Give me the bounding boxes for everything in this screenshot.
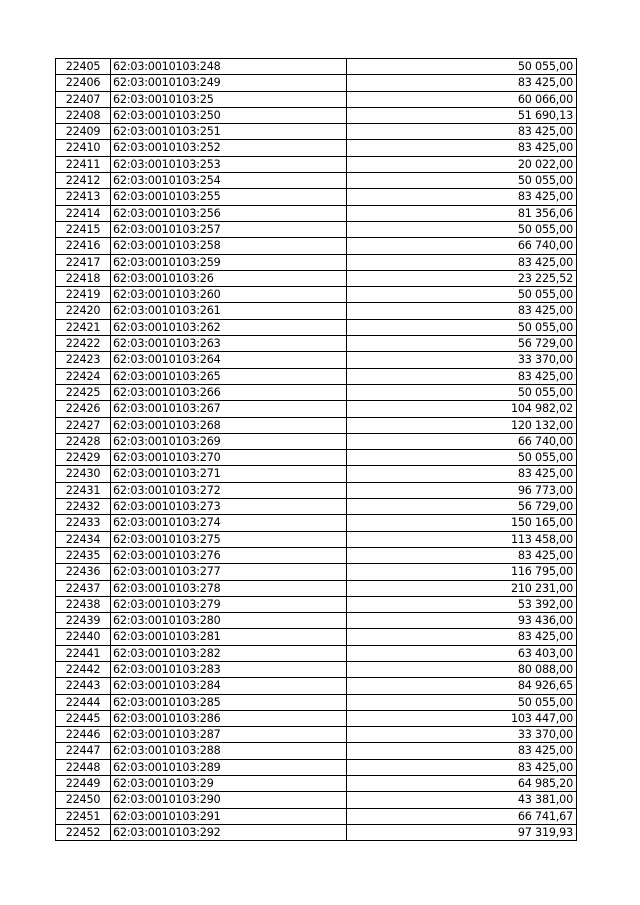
- row-number-cell: 22425: [56, 384, 111, 400]
- cadastral-number-cell: 62:03:0010103:266: [111, 384, 347, 400]
- value-cell: 20 022,00: [347, 156, 577, 172]
- cadastral-number-cell: 62:03:0010103:271: [111, 466, 347, 482]
- cadastral-number-cell: 62:03:0010103:248: [111, 59, 347, 75]
- row-number-cell: 22443: [56, 678, 111, 694]
- table-row: [56, 336, 577, 352]
- value-cell: 56 729,00: [347, 336, 577, 352]
- cadastral-number-cell: 62:03:0010103:261: [111, 303, 347, 319]
- value-cell: 83 425,00: [347, 629, 577, 645]
- row-number-cell: 22411: [56, 156, 111, 172]
- value-cell: 150 165,00: [347, 515, 577, 531]
- value-cell: 80 088,00: [347, 661, 577, 677]
- row-number-cell: 22436: [56, 564, 111, 580]
- cadastral-number-cell: 62:03:0010103:264: [111, 352, 347, 368]
- cadastral-number-cell: 62:03:0010103:285: [111, 694, 347, 710]
- cadastral-number-cell: 62:03:0010103:255: [111, 189, 347, 205]
- value-cell: 81 356,06: [347, 205, 577, 221]
- table-row: [56, 384, 577, 400]
- row-number-cell: 22424: [56, 368, 111, 384]
- cadastral-number-cell: 62:03:0010103:260: [111, 287, 347, 303]
- row-number-cell: 22430: [56, 466, 111, 482]
- cadastral-number-cell: 62:03:0010103:249: [111, 75, 347, 91]
- cadastral-number-cell: 62:03:0010103:265: [111, 368, 347, 384]
- row-number-cell: 22447: [56, 743, 111, 759]
- table-row: [56, 482, 577, 498]
- table-row: [56, 189, 577, 205]
- row-number-cell: 22431: [56, 482, 111, 498]
- table-row: [56, 140, 577, 156]
- table-row: [56, 270, 577, 286]
- value-cell: 56 729,00: [347, 499, 577, 515]
- table-row: [56, 368, 577, 384]
- cadastral-number-cell: 62:03:0010103:274: [111, 515, 347, 531]
- value-cell: 83 425,00: [347, 743, 577, 759]
- value-cell: 96 773,00: [347, 482, 577, 498]
- value-cell: 66 741,67: [347, 808, 577, 824]
- cadastral-number-cell: 62:03:0010103:286: [111, 710, 347, 726]
- value-cell: 116 795,00: [347, 564, 577, 580]
- cadastral-number-cell: 62:03:0010103:263: [111, 336, 347, 352]
- row-number-cell: 22426: [56, 401, 111, 417]
- table-row: [56, 678, 577, 694]
- value-cell: 50 055,00: [347, 694, 577, 710]
- table-row: [56, 75, 577, 91]
- value-cell: 83 425,00: [347, 140, 577, 156]
- value-cell: 60 066,00: [347, 91, 577, 107]
- table-row: [56, 173, 577, 189]
- row-number-cell: 22429: [56, 450, 111, 466]
- row-number-cell: 22406: [56, 75, 111, 91]
- value-cell: 50 055,00: [347, 450, 577, 466]
- table-row: [56, 254, 577, 270]
- value-cell: 83 425,00: [347, 759, 577, 775]
- row-number-cell: 22434: [56, 531, 111, 547]
- row-number-cell: 22428: [56, 433, 111, 449]
- cadastral-number-cell: 62:03:0010103:253: [111, 156, 347, 172]
- cadastral-number-cell: 62:03:0010103:292: [111, 824, 347, 840]
- cadastral-number-cell: 62:03:0010103:276: [111, 547, 347, 563]
- row-number-cell: 22414: [56, 205, 111, 221]
- cadastral-number-cell: 62:03:0010103:280: [111, 613, 347, 629]
- table-row: [56, 547, 577, 563]
- value-cell: 50 055,00: [347, 173, 577, 189]
- table-row: [56, 287, 577, 303]
- row-number-cell: 22418: [56, 270, 111, 286]
- row-number-cell: 22433: [56, 515, 111, 531]
- table-row: [56, 710, 577, 726]
- cadastral-number-cell: 62:03:0010103:257: [111, 221, 347, 237]
- row-number-cell: 22422: [56, 336, 111, 352]
- cadastral-number-cell: 62:03:0010103:290: [111, 792, 347, 808]
- row-number-cell: 22410: [56, 140, 111, 156]
- cadastral-number-cell: 62:03:0010103:268: [111, 417, 347, 433]
- table-row: [56, 107, 577, 123]
- row-number-cell: 22440: [56, 629, 111, 645]
- value-cell: 33 370,00: [347, 727, 577, 743]
- value-cell: 50 055,00: [347, 59, 577, 75]
- cadastral-number-cell: 62:03:0010103:270: [111, 450, 347, 466]
- cadastral-number-cell: 62:03:0010103:279: [111, 596, 347, 612]
- value-cell: 50 055,00: [347, 221, 577, 237]
- row-number-cell: 22405: [56, 59, 111, 75]
- cadastral-number-cell: 62:03:0010103:287: [111, 727, 347, 743]
- cadastral-number-cell: 62:03:0010103:281: [111, 629, 347, 645]
- value-cell: 84 926,65: [347, 678, 577, 694]
- row-number-cell: 22432: [56, 499, 111, 515]
- value-cell: 83 425,00: [347, 368, 577, 384]
- row-number-cell: 22439: [56, 613, 111, 629]
- value-cell: 66 740,00: [347, 238, 577, 254]
- value-cell: 51 690,13: [347, 107, 577, 123]
- table-row: [56, 759, 577, 775]
- table-row: [56, 613, 577, 629]
- row-number-cell: 22449: [56, 776, 111, 792]
- row-number-cell: 22423: [56, 352, 111, 368]
- table-row: [56, 221, 577, 237]
- value-cell: 83 425,00: [347, 75, 577, 91]
- row-number-cell: 22450: [56, 792, 111, 808]
- value-cell: 83 425,00: [347, 124, 577, 140]
- cadastral-number-cell: 62:03:0010103:254: [111, 173, 347, 189]
- value-cell: 33 370,00: [347, 352, 577, 368]
- value-cell: 50 055,00: [347, 384, 577, 400]
- table-row: [56, 91, 577, 107]
- cadastral-number-cell: 62:03:0010103:256: [111, 205, 347, 221]
- row-number-cell: 22412: [56, 173, 111, 189]
- row-number-cell: 22437: [56, 580, 111, 596]
- table-row: [56, 531, 577, 547]
- cadastral-number-cell: 62:03:0010103:258: [111, 238, 347, 254]
- value-cell: 104 982,02: [347, 401, 577, 417]
- cadastral-number-cell: 62:03:0010103:272: [111, 482, 347, 498]
- value-cell: 97 319,93: [347, 824, 577, 840]
- value-cell: 83 425,00: [347, 466, 577, 482]
- table-row: [56, 580, 577, 596]
- value-cell: 66 740,00: [347, 433, 577, 449]
- cadastral-number-cell: 62:03:0010103:277: [111, 564, 347, 580]
- cadastral-number-cell: 62:03:0010103:291: [111, 808, 347, 824]
- table-row: [56, 352, 577, 368]
- row-number-cell: 22445: [56, 710, 111, 726]
- table-row: [56, 303, 577, 319]
- table-row: [56, 727, 577, 743]
- cadastral-number-cell: 62:03:0010103:262: [111, 319, 347, 335]
- cadastral-number-cell: 62:03:0010103:25: [111, 91, 347, 107]
- row-number-cell: 22407: [56, 91, 111, 107]
- cadastral-number-cell: 62:03:0010103:289: [111, 759, 347, 775]
- cadastral-number-cell: 62:03:0010103:278: [111, 580, 347, 596]
- row-number-cell: 22408: [56, 107, 111, 123]
- row-number-cell: 22438: [56, 596, 111, 612]
- row-number-cell: 22409: [56, 124, 111, 140]
- table-row: [56, 401, 577, 417]
- row-number-cell: 22441: [56, 645, 111, 661]
- row-number-cell: 22451: [56, 808, 111, 824]
- table-row: [56, 824, 577, 840]
- value-cell: 83 425,00: [347, 254, 577, 270]
- table-row: [56, 792, 577, 808]
- table-row: [56, 124, 577, 140]
- table-row: [56, 743, 577, 759]
- table-row: [56, 596, 577, 612]
- value-cell: 53 392,00: [347, 596, 577, 612]
- value-cell: 103 447,00: [347, 710, 577, 726]
- table-row: [56, 466, 577, 482]
- table-row: [56, 564, 577, 580]
- table-row: [56, 417, 577, 433]
- table-row: [56, 661, 577, 677]
- row-number-cell: 22415: [56, 221, 111, 237]
- table-row: [56, 645, 577, 661]
- row-number-cell: 22452: [56, 824, 111, 840]
- cadastral-number-cell: 62:03:0010103:251: [111, 124, 347, 140]
- cadastral-number-cell: 62:03:0010103:26: [111, 270, 347, 286]
- value-cell: 83 425,00: [347, 547, 577, 563]
- cadastral-number-cell: 62:03:0010103:252: [111, 140, 347, 156]
- table-row: [56, 156, 577, 172]
- table-row: [56, 499, 577, 515]
- cadastral-number-cell: 62:03:0010103:284: [111, 678, 347, 694]
- value-cell: 63 403,00: [347, 645, 577, 661]
- table-row: [56, 808, 577, 824]
- value-cell: 50 055,00: [347, 287, 577, 303]
- cadastral-number-cell: 62:03:0010103:275: [111, 531, 347, 547]
- table-row: [56, 694, 577, 710]
- row-number-cell: 22419: [56, 287, 111, 303]
- table-row: [56, 205, 577, 221]
- table-row: [56, 515, 577, 531]
- table-row: [56, 776, 577, 792]
- cadastral-number-cell: 62:03:0010103:250: [111, 107, 347, 123]
- row-number-cell: 22413: [56, 189, 111, 205]
- row-number-cell: 22421: [56, 319, 111, 335]
- table-row: [56, 433, 577, 449]
- value-cell: 83 425,00: [347, 303, 577, 319]
- table-body: [56, 59, 577, 841]
- cadastral-number-cell: 62:03:0010103:267: [111, 401, 347, 417]
- value-cell: 120 132,00: [347, 417, 577, 433]
- value-cell: 43 381,00: [347, 792, 577, 808]
- value-cell: 64 985,20: [347, 776, 577, 792]
- value-cell: 83 425,00: [347, 189, 577, 205]
- value-cell: 113 458,00: [347, 531, 577, 547]
- cadastral-number-cell: 62:03:0010103:283: [111, 661, 347, 677]
- row-number-cell: 22448: [56, 759, 111, 775]
- cadastral-number-cell: 62:03:0010103:282: [111, 645, 347, 661]
- row-number-cell: 22416: [56, 238, 111, 254]
- cadastral-number-cell: 62:03:0010103:29: [111, 776, 347, 792]
- row-number-cell: 22442: [56, 661, 111, 677]
- value-cell: 50 055,00: [347, 319, 577, 335]
- cadastral-number-cell: 62:03:0010103:288: [111, 743, 347, 759]
- cadastral-value-table: [55, 58, 577, 841]
- value-cell: 93 436,00: [347, 613, 577, 629]
- cadastral-number-cell: 62:03:0010103:273: [111, 499, 347, 515]
- cadastral-number-cell: 62:03:0010103:259: [111, 254, 347, 270]
- table-row: [56, 450, 577, 466]
- row-number-cell: 22444: [56, 694, 111, 710]
- table-row: [56, 59, 577, 75]
- table-row: [56, 629, 577, 645]
- row-number-cell: 22420: [56, 303, 111, 319]
- value-cell: 210 231,00: [347, 580, 577, 596]
- row-number-cell: 22427: [56, 417, 111, 433]
- cadastral-number-cell: 62:03:0010103:269: [111, 433, 347, 449]
- row-number-cell: 22417: [56, 254, 111, 270]
- row-number-cell: 22446: [56, 727, 111, 743]
- row-number-cell: 22435: [56, 547, 111, 563]
- value-cell: 23 225,52: [347, 270, 577, 286]
- table-row: [56, 319, 577, 335]
- table-row: [56, 238, 577, 254]
